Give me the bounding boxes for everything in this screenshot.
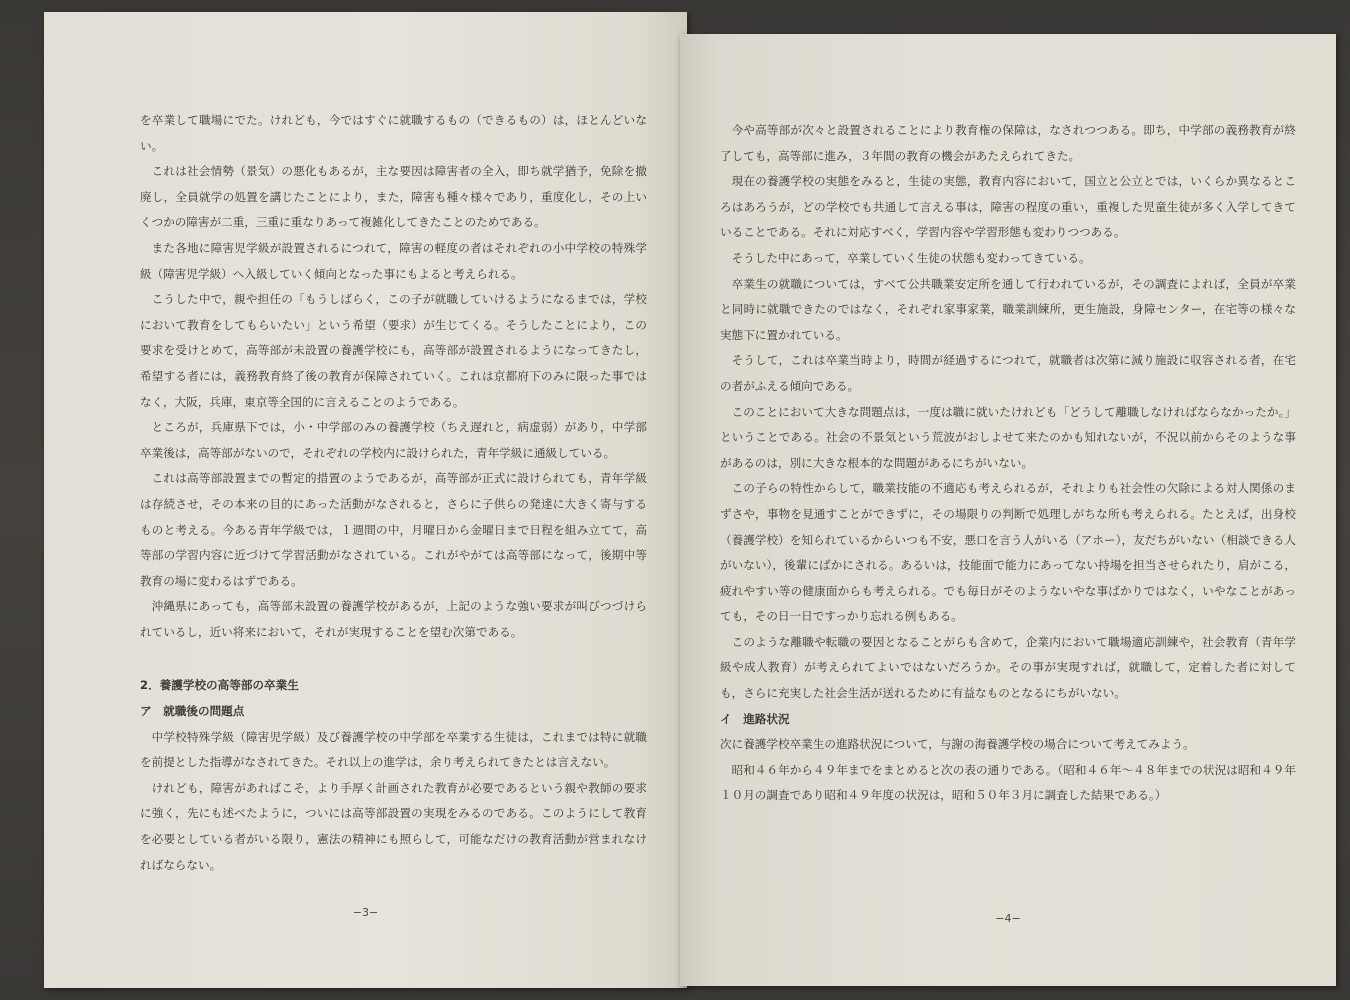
paragraph: これは高等部設置までの暫定的措置のようであるが，高等部が正式に設けられても，青年学級は存続させ，その本来の目的にあった活動がなされると，さらに子供らの発達に大きく寄与するものと考える。今ある青年学級では，１週間の中，月曜日から金曜日まで日程を組み立てて，高等部の学習内容に近づけて学習活動がなされている。これがやがては高等部になって，後期中等教育の場に変わるはずである。 [140,471,647,588]
page-left [44,12,687,988]
paragraph: そうして，これは卒業当時より，時間が経過するにつれて，就職者は次第に減り施設に収容される者，在宅の者がふえる傾向である。 [720,353,1296,393]
paragraph: このことにおいて大きな問題点は，一度は職に就いたけれども「どうして離職しなければならなかったか。」ということである。社会の不景気という荒波がおしよせて来たのかも知れないが，不況以前からそのような事があるのは，別に大きな根本的な問題があるにちがいない。 [720,404,1296,470]
page-right [680,34,1336,986]
paragraph: これは社会情勢（景気）の悪化もあるが，主な要因は障害者の全入，即ち就学猶予，免除を撤廃し，全員就学の処置を講じたことにより，また，障害も種々様々であり，重度化し，その上いくつかの障害が二重，三重に重なりあって複雑化してきたことのためである。 [140,164,647,230]
paragraph: を卒業して職場にでた。けれども，今ではすぐに就職するもの（できるもの）は，ほとんどいない。 [140,113,647,153]
paragraph: このような離職や転職の要因となることがらも含めて，企業内において職場適応訓練や，社会教育（青年学級や成人教育）が考えられてよいではないだろうか。その事が実現すれば，就職して，定着した者に対しても，さらに充実した社会生活が送れるために有益なものとなるにちがいない。 [720,634,1296,701]
paragraph: けれども，障害があればこそ，より手厚く計画された教育が必要であるという親や教師の要求に強く，先にも述べたように，ついには高等部設置の実現をみるのである。このようにして教育を必要としている者がいる限り，憲法の精神にも照らして，可能なだけの教育活動が営まれなければならない。 [140,780,647,872]
subsection-heading: ア 就職後の問題点 [140,704,245,719]
paragraph: 中学校特殊学級（障害児学級）及び養護学校の中学部を卒業する生徒は，これまでは特に就職を前提とした指導がなされてきた。それ以上の進学は，余り考えられてきたとは言えない。 [140,729,647,770]
paragraph: 次に養護学校卒業生の進路状況について，与謝の海養護学校の場合について考えてみよう。 [720,737,1195,752]
paragraph: 現在の養護学校の実態をみると，生徒の実態，教育内容において，国立と公立とでは，いくらか異なるところはあろうが，どの学校でも共通して言える事は，障害の程度の重い，重複した児童生徒が多く入学してきていることである。それに対応すべく，学習内容や学習形態も変わりつつある。 [720,174,1296,240]
page-number: −4− [995,912,1021,925]
subsection-heading: イ 進路状況 [720,711,790,726]
page-number: −3− [352,906,379,919]
paragraph: そうした中にあって，卒業していく生徒の状態も変わってきている。 [731,250,1091,265]
paragraph: 沖縄県にあっても，高等部未設置の養護学校があるが，上記のような強い要求が叫びつづけられているし，近い将来において，それが実現することを望む次第である。 [140,599,647,639]
paragraph: 今や高等部が次々と設置されることにより教育権の保障は，なされつつある。即ち，中学部の義務教育が終了しても，高等部に進み，３年間の教育の機会があたえられてきた。 [720,123,1296,163]
paragraph: 昭和４６年から４９年までをまとめると次の表の通りである。（昭和４６年〜４８年までの状況は昭和４９年１０月の調査であり昭和４９年度の状況は，昭和５０年３月に調査した結果である。） [720,762,1296,803]
paragraph: また各地に障害児学級が設置されるにつれて，障害の軽度の者はそれぞれの小中学校の特殊学級（障害児学級）へ入級していく傾向となった事にもよると考えられる。 [140,240,647,281]
paragraph: 卒業生の就職については，すべて公共職業安定所を通して行われているが，その調査によれば，全員が卒業と同時に就職できたのではなく，それぞれ家事家業，職業訓練所，更生施設，身障センター，在宅等の様々な実態下に置かれている。 [720,276,1296,342]
paragraph: この子らの特性からして，職業技能の不適応も考えられるが，それよりも社会性の欠除による対人関係のまずさや，事物を見通すことができずに，その場限りの判断で処理しがちな所も考えられる。たとえば，出身校（養護学校）を知られているからいつも不安，悪口を言う人がいる（アホー），友だちがいない（相談できる人がいない），後輩にばかにされる。あるいは，技能面で能力にあってない持場を担当させられたり，肩がこる，疲れやすい等の健康面からも考えられる。でも毎日がそのようないやな事ばかりではなく，いやなことがあっても，その日一日ですっかり忘れる例もある。 [720,481,1296,624]
paragraph: ところが，兵庫県下では，小・中学部のみの養護学校（ちえ遅れと，病虚弱）があり，中学部卒業後は，高等部がないので，それぞれの学校内に設けられた，青年学級に通級している。 [140,420,647,460]
paragraph: こうした中で，親や担任の「もうしばらく，この子が就職していけるようになるまでは，学校において教育をしてもらいたい」という希望（要求）が生じてくる。そうしたことにより，この要求を受けとめて，高等部が未設置の養護学校にも，高等部が設置されるようになってきたし，希望する者には，義務教育終了後の教育が保障されていく。これは京都府下のみに限った事ではなく，大阪，兵庫，東京等全国的に言えることのようである。 [140,292,647,409]
section-heading: 2．養護学校の高等部の卒業生 [140,678,299,693]
